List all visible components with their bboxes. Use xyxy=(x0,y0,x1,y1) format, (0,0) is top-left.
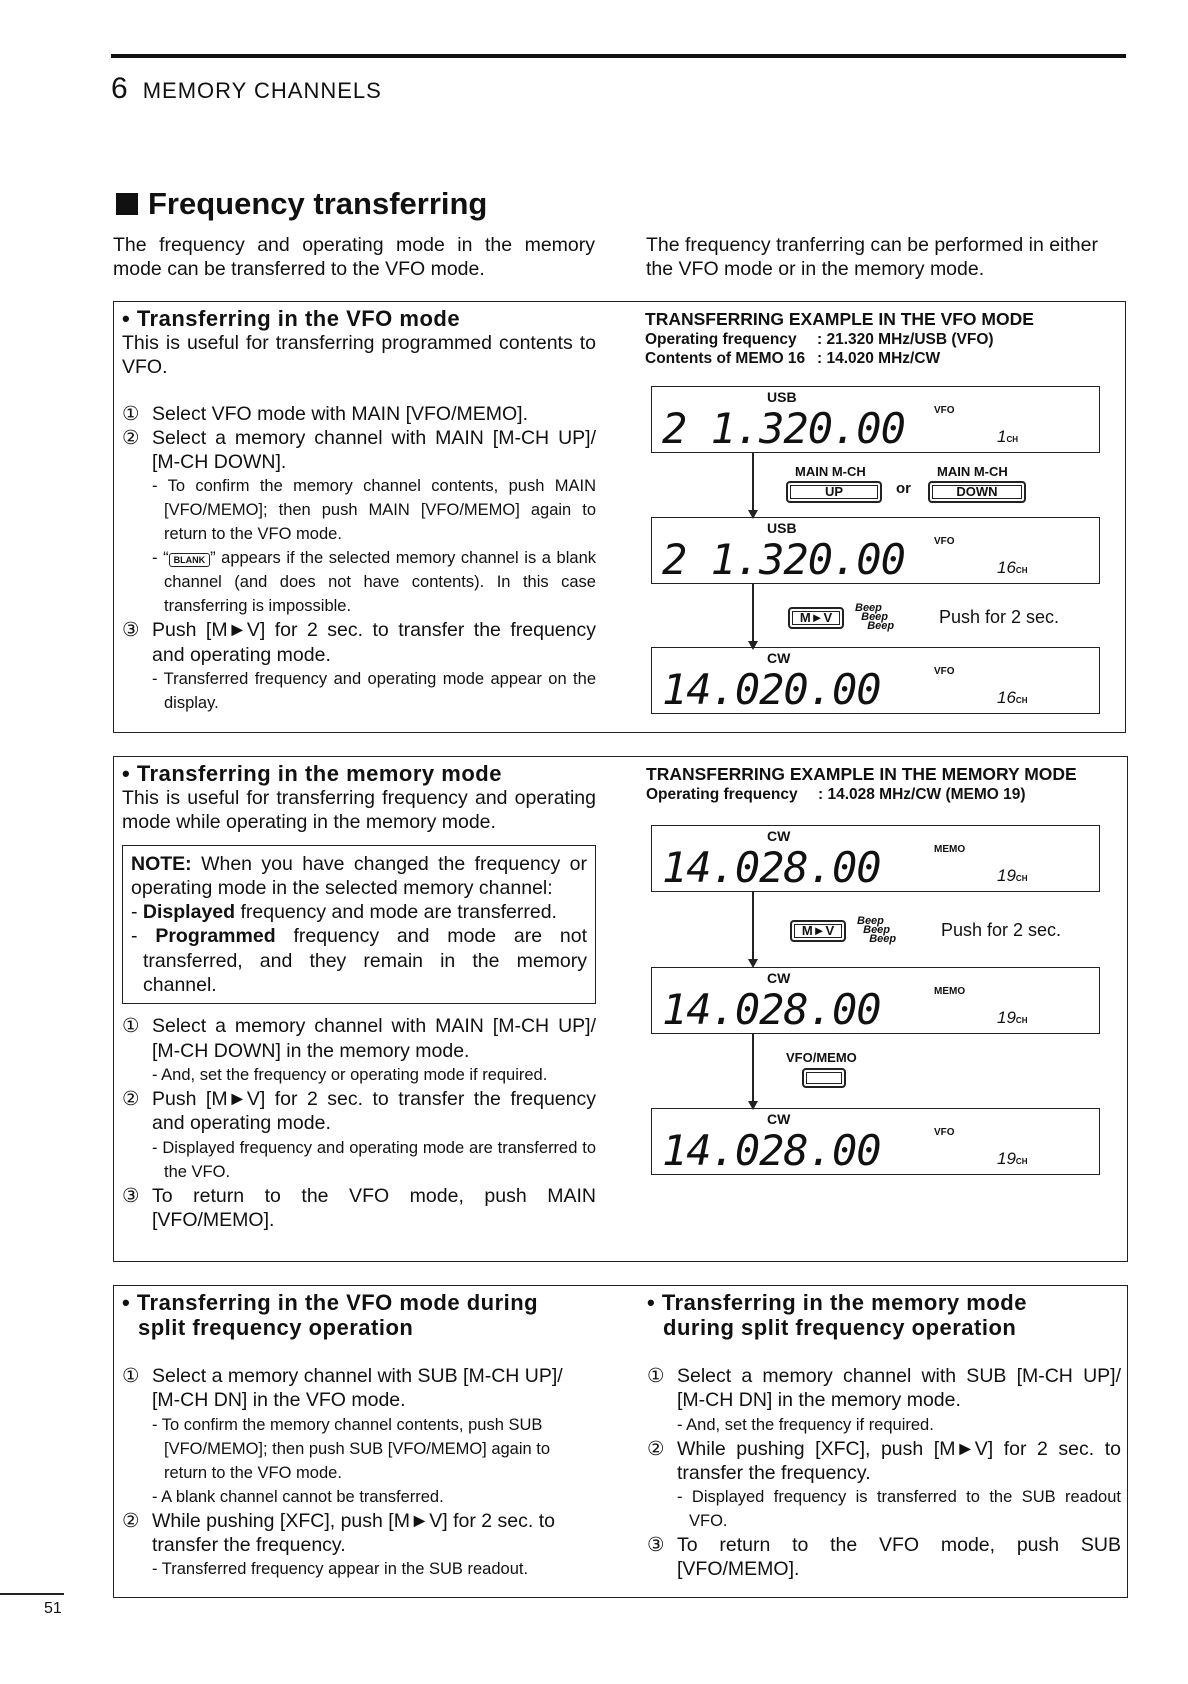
beep: Beep xyxy=(861,611,889,623)
key-label: MAIN M-CH xyxy=(937,464,1008,479)
ch-num: 16 xyxy=(997,688,1016,707)
step-note: - Displayed frequency is transferred to the SUB readout VFO. xyxy=(677,1488,1121,1531)
note-intro xyxy=(131,852,587,901)
step-1 xyxy=(647,1364,1121,1413)
memo-example-header xyxy=(646,764,1077,804)
beep: Beep xyxy=(857,915,884,927)
ch-suffix: CH xyxy=(1015,1157,1028,1166)
split-vfo-text xyxy=(122,1290,596,1581)
mode-tag: MEMO xyxy=(934,844,966,855)
step-2 xyxy=(122,1509,596,1558)
mode: CW xyxy=(767,1111,791,1127)
lcd-display xyxy=(651,517,1100,584)
page-number: 51 xyxy=(44,1600,62,1617)
arrow-down-icon xyxy=(752,1034,754,1108)
step-text: While pushing [XFC], push [M►V] for 2 sec. to transfer the frequency. xyxy=(152,1509,555,1556)
note-item: - Programmed frequency and mode are not transferred, and they remain in the memory channel. xyxy=(131,925,587,997)
lcd-display xyxy=(651,386,1100,453)
step-1 xyxy=(122,1364,596,1413)
vfo-memo-key[interactable] xyxy=(802,1068,846,1088)
step-text: While pushing [XFC], push [M►V] for 2 sec. to transfer the frequency. xyxy=(677,1437,1121,1484)
step-number: ② xyxy=(122,1087,140,1110)
step-2-note-a: - To confirm the memory channel contents, push MAIN [VFO/MEMO]; then push MAIN [VFO/MEMO] again to return to the VFO mode. xyxy=(152,477,596,544)
value: : 14.020 MHz/CW xyxy=(817,350,941,367)
arrow-down-icon xyxy=(752,584,754,648)
ch-num: 1 xyxy=(997,427,1007,446)
ch-num: 19 xyxy=(997,866,1016,885)
step-note: - And, set the frequency or operating mode if required. xyxy=(152,1065,548,1084)
beep: Beep xyxy=(855,602,882,614)
vfo-mode-text xyxy=(122,306,596,715)
note-item-text: frequency and mode are not transferred, and they remain in the memory channel. xyxy=(143,925,587,997)
step-number: ③ xyxy=(647,1534,665,1557)
lcd-display xyxy=(651,1108,1100,1175)
section-title xyxy=(116,186,487,222)
step-note: - And, set the frequency if required. xyxy=(677,1415,934,1434)
step-2 xyxy=(122,426,596,475)
frequency: 14.028.00 xyxy=(662,843,881,892)
beep: Beep xyxy=(867,620,895,632)
label: Contents of MEMO 16 xyxy=(645,350,806,367)
section-title-text: Frequency transferring xyxy=(148,186,488,221)
step-1 xyxy=(122,1014,596,1063)
heading-line: during split frequency operation xyxy=(663,1315,1017,1340)
frequency: 14.028.00 xyxy=(662,1126,881,1175)
split-vfo-heading xyxy=(122,1290,596,1340)
ch-suffix: CH xyxy=(1015,1016,1028,1025)
mode-tag: VFO xyxy=(934,536,955,547)
beep: Beep xyxy=(863,924,891,936)
step-note: - To confirm the memory channel contents, push SUB [VFO/MEMO]; then push SUB [VFO/MEMO] again to return to the VFO mode. xyxy=(152,1415,551,1482)
beep: Beep xyxy=(869,933,897,945)
lcd-display xyxy=(651,825,1100,892)
note-post: ” appears if the selected memory channel is a blank channel (and does not have contents). In this case transferring is impossible. xyxy=(164,549,596,616)
example-line xyxy=(646,785,1077,804)
m-to-v-key[interactable]: M►V xyxy=(788,607,844,629)
beep-sound-icon xyxy=(857,917,896,944)
push-instruction: Push for 2 sec. xyxy=(941,920,1062,940)
mode-tag: VFO xyxy=(934,666,955,677)
mode: CW xyxy=(767,828,791,844)
mode-tag: MEMO xyxy=(934,986,966,997)
chapter-header xyxy=(111,72,382,106)
m-to-v-key[interactable]: M►V xyxy=(790,920,846,942)
channel xyxy=(997,866,1027,889)
mode-tag: VFO xyxy=(934,405,955,416)
step-3 xyxy=(122,618,596,667)
step-2 xyxy=(647,1437,1121,1486)
step-2 xyxy=(122,1087,596,1136)
example-title: TRANSFERRING EXAMPLE IN THE MEMORY MODE xyxy=(646,764,1077,784)
intro-right: The frequency tranferring can be performed in either the VFO mode or in the memory mode. xyxy=(646,234,1098,280)
memo-desc: This is useful for transferring frequency and operating mode while operating in the memory mode. xyxy=(122,787,596,834)
label: Operating frequency xyxy=(646,786,798,803)
ch-suffix: CH xyxy=(1015,566,1028,575)
step-3 xyxy=(647,1533,1121,1582)
mode: USB xyxy=(767,389,797,405)
step-3-note: - Transferred frequency and operating mode appear on the display. xyxy=(152,670,596,713)
step-number: ① xyxy=(122,402,140,425)
memory-mode-text xyxy=(122,761,596,1232)
beep-sound-icon xyxy=(855,604,894,631)
note-text: When you have changed the frequency or operating mode in the selected memory channel: xyxy=(131,852,587,899)
push-instruction: Push for 2 sec. xyxy=(939,607,1060,627)
chapter-title: MEMORY CHANNELS xyxy=(142,78,382,103)
step-number: ② xyxy=(122,1509,140,1532)
ch-num: 19 xyxy=(997,1149,1016,1168)
value: : 14.028 MHz/CW (MEMO 19) xyxy=(818,786,1026,803)
split-memo-text xyxy=(647,1290,1121,1582)
step-text: Select a memory channel with SUB [M-CH UP]/ [M-CH DN] in the VFO mode. xyxy=(152,1365,563,1412)
memo-heading: • Transferring in the memory mode xyxy=(122,761,502,786)
step-text: Select a memory channel with SUB [M-CH UP]/ [M-CH DN] in the memory mode. xyxy=(677,1365,1121,1412)
blank-indicator-icon: BLANK xyxy=(169,553,211,567)
frequency: 14.020.00 xyxy=(662,665,881,714)
ch-suffix: CH xyxy=(1015,874,1028,883)
step-text: Push [M►V] for 2 sec. to transfer the frequency and operating mode. xyxy=(152,1087,596,1135)
note-item: - Displayed frequency and mode are transferred. xyxy=(131,901,557,924)
step-number: ③ xyxy=(122,1184,140,1207)
lcd-display xyxy=(651,967,1100,1034)
step-text: To return to the VFO mode, push SUB [VFO/MEMO]. xyxy=(677,1534,1121,1581)
step-text: Select a memory channel with MAIN [M-CH UP]/ [M-CH DOWN] in the memory mode. xyxy=(152,1015,596,1062)
intro-left: The frequency and operating mode in the memory mode can be transferred to the VFO mode. xyxy=(113,234,595,280)
or-text: or xyxy=(896,480,911,497)
key-label: VFO/MEMO xyxy=(786,1050,857,1065)
ch-num: 19 xyxy=(997,1008,1016,1027)
step-text: Select a memory channel with MAIN [M-CH UP]/ [M-CH DOWN]. xyxy=(152,426,596,474)
lcd-display xyxy=(651,647,1100,714)
channel xyxy=(997,427,1018,450)
mode-tag: VFO xyxy=(934,1127,955,1138)
heading-line: • Transferring in the memory mode xyxy=(647,1290,1027,1315)
note-box xyxy=(122,845,596,1005)
ch-suffix: CH xyxy=(1015,696,1028,705)
step-text: To return to the VFO mode, push MAIN [VFO/MEMO]. xyxy=(152,1184,596,1231)
footer-rule xyxy=(0,1593,64,1595)
step-number: ① xyxy=(122,1365,140,1387)
square-bullet-icon xyxy=(116,193,138,215)
example-title: TRANSFERRING EXAMPLE IN THE VFO MODE xyxy=(645,309,1034,329)
value: : 21.320 MHz/USB (VFO) xyxy=(817,331,994,348)
arrow-down-icon xyxy=(752,453,754,517)
split-memo-heading xyxy=(647,1290,1121,1340)
label: Operating frequency xyxy=(645,331,797,348)
vfo-desc: This is useful for transferring programmed contents to VFO. xyxy=(122,332,596,379)
top-rule xyxy=(111,54,1126,58)
step-2-note-b xyxy=(122,546,596,618)
step-text: Select VFO mode with MAIN [VFO/MEMO]. xyxy=(152,402,528,425)
note-bold: Displayed xyxy=(142,901,236,924)
note-item-text: frequency and mode are transferred. xyxy=(235,901,557,924)
channel xyxy=(997,688,1027,711)
m-ch-up-key[interactable]: UP xyxy=(786,481,882,503)
step-note: - A blank channel cannot be transferred. xyxy=(152,1487,444,1506)
note-pre: - “ xyxy=(152,549,169,568)
step-number: ③ xyxy=(122,619,140,642)
step-note: - Displayed frequency and operating mode are transferred to the VFO. xyxy=(152,1138,596,1181)
step-number: ② xyxy=(647,1437,665,1460)
key-label: MAIN M-CH xyxy=(795,464,866,479)
frequency: 2 1.320.00 xyxy=(662,404,905,453)
channel xyxy=(997,558,1027,581)
step-1 xyxy=(122,402,596,426)
step-number: ② xyxy=(122,426,140,449)
step-text: Push [M►V] for 2 sec. to transfer the frequency and operating mode. xyxy=(152,619,596,666)
m-ch-down-key[interactable]: DOWN xyxy=(928,481,1026,503)
step-3 xyxy=(122,1184,596,1233)
note-label: NOTE: xyxy=(131,852,192,875)
note-bold: Programmed xyxy=(155,925,276,948)
heading-line: • Transferring in the VFO mode during xyxy=(122,1290,539,1315)
step-number: ① xyxy=(647,1365,665,1387)
chapter-number: 6 xyxy=(111,72,129,105)
channel xyxy=(997,1149,1027,1172)
frequency: 2 1.320.00 xyxy=(662,535,905,584)
mode: USB xyxy=(767,520,797,536)
step-number: ① xyxy=(122,1015,140,1038)
mode: CW xyxy=(767,970,791,986)
channel xyxy=(997,1008,1027,1031)
mode: CW xyxy=(767,650,791,666)
vfo-heading: • Transferring in the VFO mode xyxy=(122,306,461,331)
frequency: 14.028.00 xyxy=(662,985,881,1034)
arrow-down-icon xyxy=(752,892,754,966)
example-line xyxy=(645,349,1034,368)
heading-line: split frequency operation xyxy=(138,1315,414,1340)
ch-suffix: CH xyxy=(1006,435,1019,444)
step-note: - Transferred frequency appear in the SUB readout. xyxy=(152,1560,529,1579)
ch-num: 16 xyxy=(997,558,1016,577)
example-line xyxy=(645,330,1034,349)
vfo-example-header xyxy=(645,309,1034,368)
